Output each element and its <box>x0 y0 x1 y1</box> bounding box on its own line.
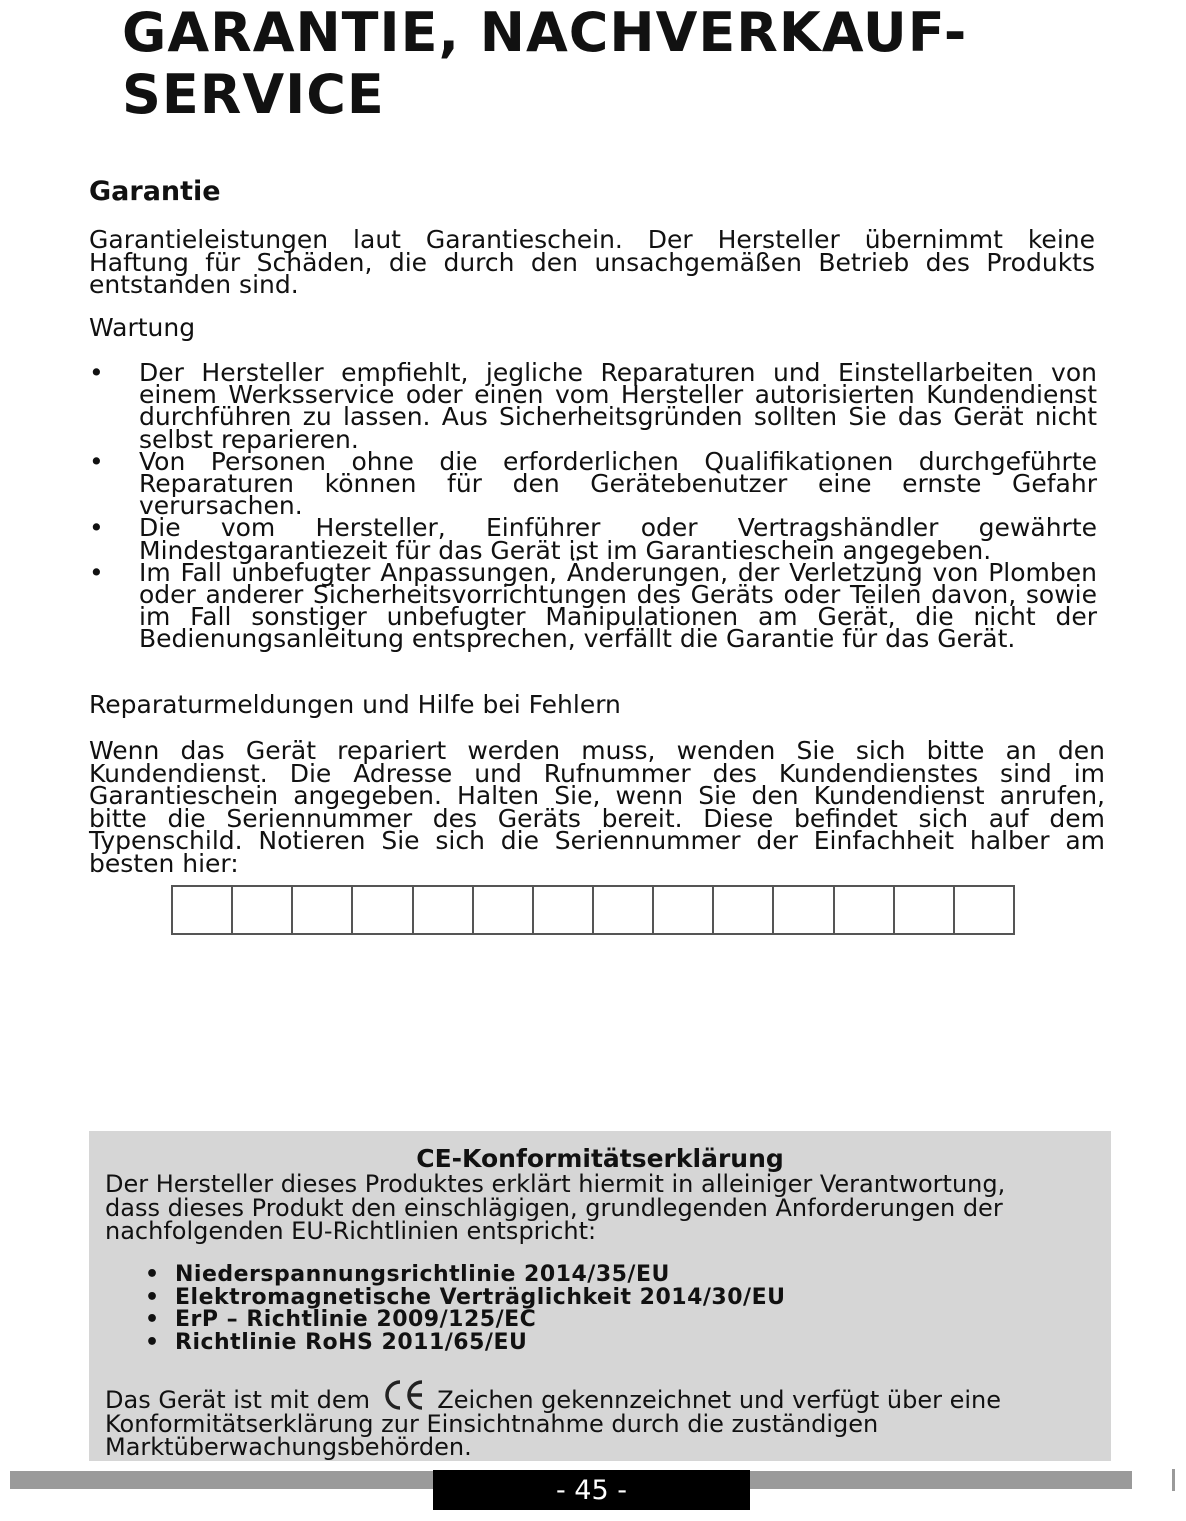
bullet-icon: • <box>89 358 104 387</box>
serial-digit-box[interactable] <box>353 887 413 933</box>
serial-digit-box[interactable] <box>835 887 895 933</box>
list-item-text: Der Hersteller empfiehlt, jegliche Reparaturen und Einstellarbeiten von einem Werksservice oder einen vom Hersteller autorisierten Kundendienst durchführen zu lassen. Aus Sicherheitsgründen sollten Sie das Gerät nicht selbst reparieren. <box>139 358 1097 454</box>
ce-mark-paragraph <box>105 1378 1105 1460</box>
serial-number-boxes[interactable] <box>171 885 1015 935</box>
serial-digit-box[interactable] <box>594 887 654 933</box>
list-item <box>89 358 1113 454</box>
ce-directive-list <box>145 1264 785 1354</box>
serial-digit-box[interactable] <box>474 887 534 933</box>
subheading-wartung: Wartung <box>89 313 196 342</box>
list-item <box>89 557 1113 654</box>
serial-digit-box[interactable] <box>293 887 353 933</box>
bullet-icon: • <box>145 1262 160 1287</box>
list-item <box>145 1309 785 1332</box>
wartung-list <box>89 358 1113 654</box>
serial-digit-box[interactable] <box>173 887 233 933</box>
list-item-text: Im Fall unbefugter Anpassungen, Änderungen, der Verletzung von Plomben oder anderer Sicherheitsvorrichtungen des Geräts oder Teilen davon, sowie im Fall sonstiger unbefugter Manipulationen am Gerät, die nicht der Bedienungsanleitung entsprechen, verfällt die Garantie für das Gerät. <box>139 557 1097 654</box>
ce-mark-text-after: Zeichen gekennzeichnet und verfügt über eine Konformitätserklärung zur Einsichtnahme durch die zuständigen Marktüberwachungsbehörden. <box>105 1386 1002 1461</box>
bullet-icon: • <box>89 557 104 587</box>
ce-mark-text-before: Das Gerät ist mit dem <box>105 1386 370 1414</box>
bullet-icon: • <box>145 1284 160 1310</box>
serial-digit-box[interactable] <box>233 887 293 933</box>
list-item <box>89 513 1113 565</box>
ce-intro-text: Der Hersteller dieses Produktes erklärt hiermit in alleiniger Verantwortung, dass dieses Produkt den einschlägigen, grundlegenden Anforderungen der nachfolgenden EU-Richtlinien entspricht: <box>105 1170 1006 1245</box>
ce-declaration-panel <box>89 1131 1111 1461</box>
footer-tick <box>1172 1469 1175 1491</box>
bullet-icon: • <box>145 1307 160 1332</box>
list-item-text: Die vom Hersteller, Einführer oder Vertragshändler gewährte Mindestgarantiezeit für das Gerät ist im Garantieschein angegeben. <box>139 513 1097 565</box>
page-number: - 45 - <box>433 1470 750 1510</box>
directive-text: ErP – Richtlinie 2009/125/EC <box>175 1307 537 1332</box>
repair-paragraph: Wenn das Gerät repariert werden muss, wenden Sie sich bitte an den Kundendienst. Die Adresse und Rufnummer des Kundendienstes sind im Garantieschein angegeben. Halten Sie, wenn Sie den Kundendienst anrufen, bitte die Seriennummer des Geräts bereit. Diese befindet sich auf dem Typenschild. Notieren Sie sich die Seriennummer der Einfachheit halber am besten hier: <box>89 736 1105 878</box>
bullet-icon: • <box>89 513 104 543</box>
ce-mark-icon <box>380 1378 426 1412</box>
page-title: GARANTIE, NACHVERKAUF-SERVICE <box>122 1 968 126</box>
serial-digit-box[interactable] <box>534 887 594 933</box>
garantie-intro-paragraph: Garantieleistungen laut Garantieschein. Der Hersteller übernimmt keine Haftung für Schäden, die durch den unsachgemäßen Betrieb des Produkts entstanden sind. <box>89 225 1095 299</box>
list-item <box>145 1329 785 1355</box>
serial-digit-box[interactable] <box>774 887 834 933</box>
directive-text: Elektromagnetische Verträglichkeit 2014/30/EU <box>175 1284 786 1310</box>
serial-digit-box[interactable] <box>955 887 1013 933</box>
ce-title: CE-Konformitätserklärung <box>416 1144 784 1173</box>
section-heading-garantie: Garantie <box>89 176 221 207</box>
list-item <box>145 1284 786 1310</box>
serial-digit-box[interactable] <box>414 887 474 933</box>
serial-digit-box[interactable] <box>895 887 955 933</box>
bullet-icon: • <box>89 446 104 476</box>
subheading-repair: Reparaturmeldungen und Hilfe bei Fehlern <box>89 690 621 719</box>
serial-digit-box[interactable] <box>654 887 714 933</box>
bullet-icon: • <box>145 1329 160 1355</box>
list-item <box>145 1264 785 1287</box>
list-item <box>89 446 1113 521</box>
list-item-text: Von Personen ohne die erforderlichen Qualifikationen durchgeführte Reparaturen können für den Gerätebenutzer eine ernste Gefahr verursachen. <box>139 446 1097 521</box>
directive-text: Niederspannungsrichtlinie 2014/35/EU <box>175 1262 670 1287</box>
directive-text: Richtlinie RoHS 2011/65/EU <box>175 1329 528 1355</box>
serial-digit-box[interactable] <box>714 887 774 933</box>
